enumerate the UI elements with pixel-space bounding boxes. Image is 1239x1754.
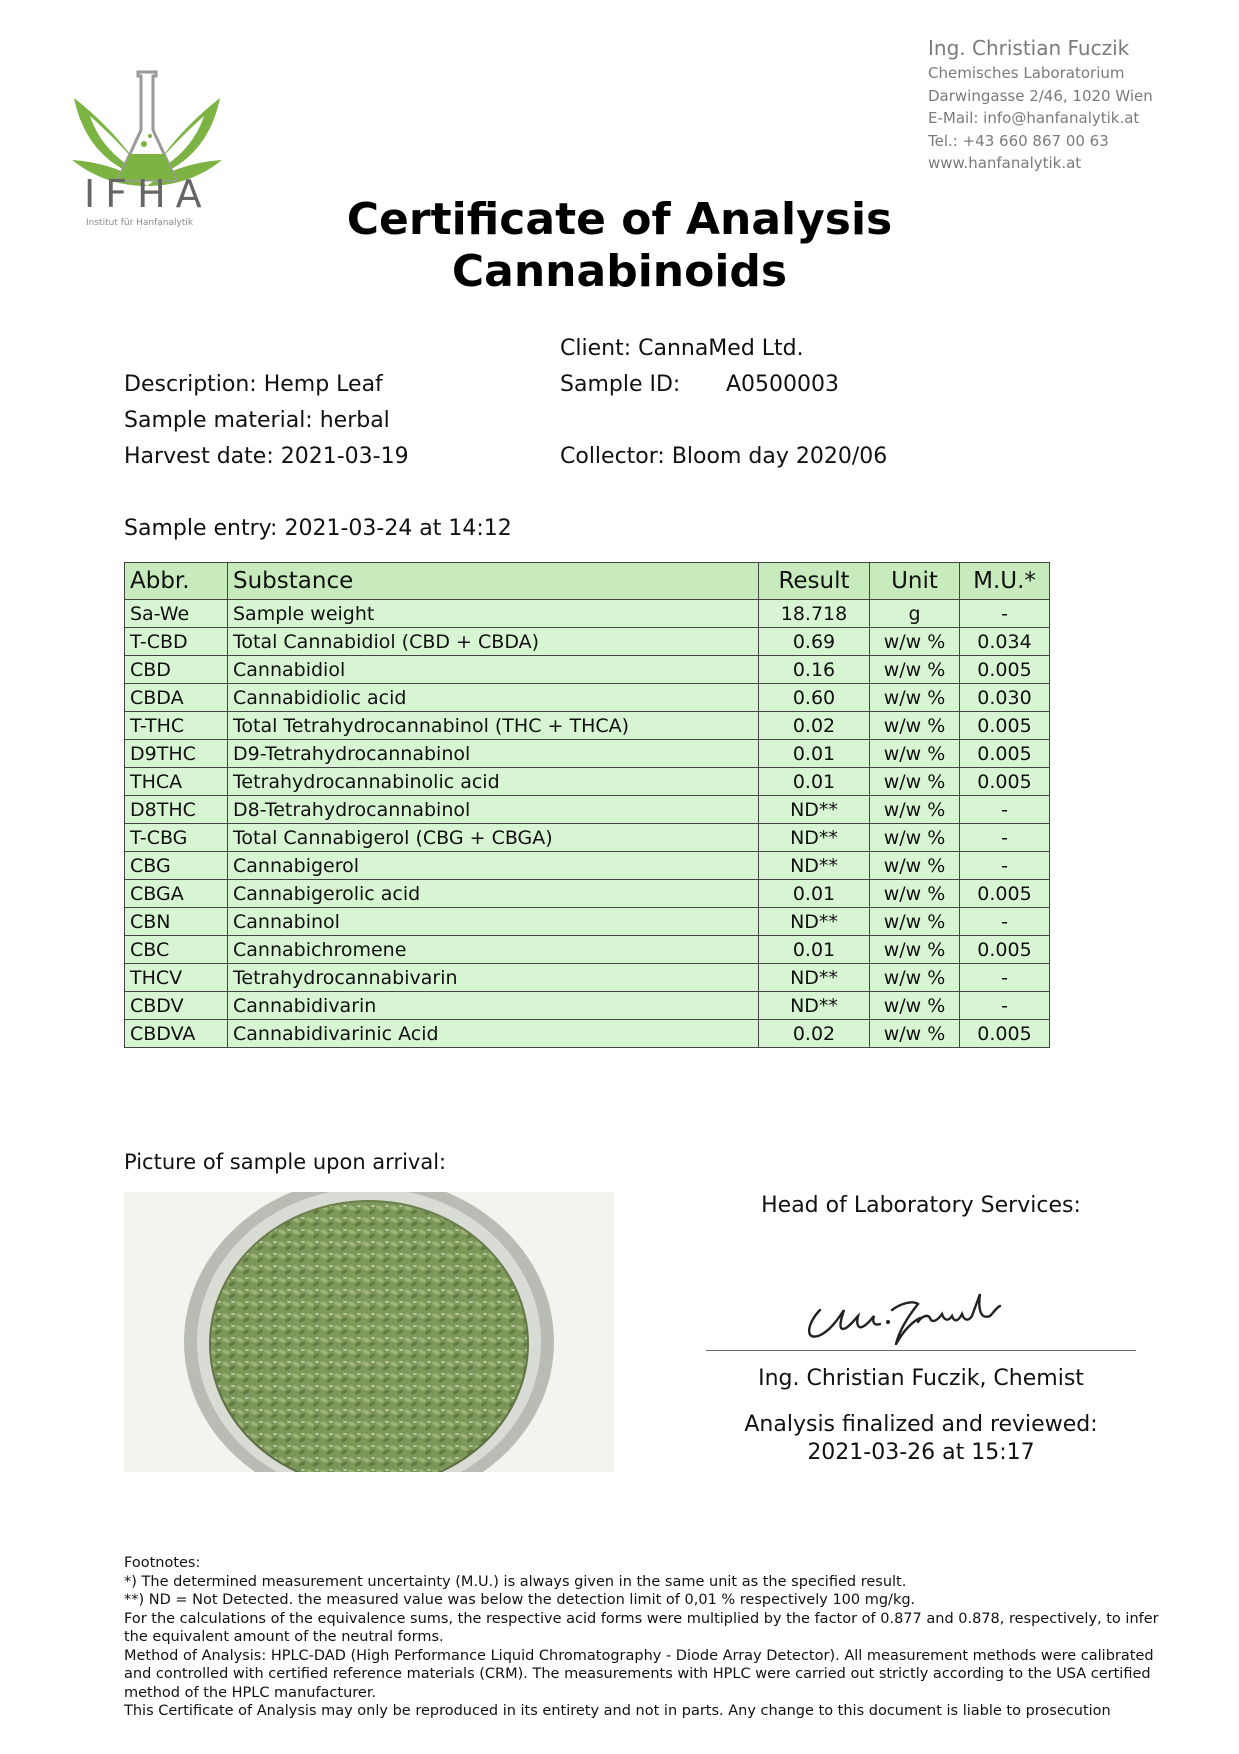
- cannabinoid-results-table: [124, 562, 1050, 1048]
- cell-unit: w/w %: [870, 684, 960, 712]
- sample-id-label: Sample ID:: [560, 372, 681, 397]
- cell-abbr: D9THC: [125, 740, 228, 768]
- cell-mu: -: [960, 992, 1050, 1020]
- table-row: [125, 908, 1050, 936]
- table-row: [125, 936, 1050, 964]
- cell-substance: Total Tetrahydrocannabinol (THC + THCA): [228, 712, 759, 740]
- cell-abbr: CBG: [125, 852, 228, 880]
- cell-mu: 0.005: [960, 1020, 1050, 1048]
- cell-unit: w/w %: [870, 964, 960, 992]
- cell-unit: w/w %: [870, 936, 960, 964]
- cell-abbr: T-CBG: [125, 824, 228, 852]
- header-substance: Substance: [228, 563, 759, 600]
- cell-unit: w/w %: [870, 1020, 960, 1048]
- table-row: [125, 656, 1050, 684]
- table-row: [125, 600, 1050, 628]
- sample-entry-info: Sample entry: 2021-03-24 at 14:12: [124, 516, 512, 541]
- lab-name: Ing. Christian Fuczik: [928, 36, 1130, 60]
- sample-id-value: A0500003: [726, 372, 840, 397]
- cell-abbr: CBDV: [125, 992, 228, 1020]
- cell-unit: w/w %: [870, 712, 960, 740]
- cell-mu: 0.005: [960, 768, 1050, 796]
- table-row: [125, 880, 1050, 908]
- cell-abbr: Sa-We: [125, 600, 228, 628]
- chemist-name: Ing. Christian Fuczik, Chemist: [758, 1366, 1084, 1391]
- footnotes: [124, 1554, 1164, 1721]
- header-abbr: Abbr.: [125, 563, 228, 600]
- cell-substance: Cannabigerolic acid: [228, 880, 759, 908]
- cell-result: ND**: [759, 824, 870, 852]
- cell-unit: w/w %: [870, 880, 960, 908]
- table-row: [125, 1020, 1050, 1048]
- sample-photo: [124, 1192, 614, 1472]
- cell-mu: 0.005: [960, 656, 1050, 684]
- cell-substance: D9-Tetrahydrocannabinol: [228, 740, 759, 768]
- cell-mu: 0.005: [960, 712, 1050, 740]
- picture-label: Picture of sample upon arrival:: [124, 1150, 447, 1174]
- lab-phone: Tel.: +43 660 867 00 63: [928, 131, 1109, 150]
- cell-mu: -: [960, 852, 1050, 880]
- cell-mu: -: [960, 964, 1050, 992]
- collector-info: Collector: Bloom day 2020/06: [560, 444, 888, 469]
- table-body: [125, 600, 1050, 1048]
- table-row: [125, 796, 1050, 824]
- cell-abbr: CBDA: [125, 684, 228, 712]
- cell-substance: Tetrahydrocannabivarin: [228, 964, 759, 992]
- signature-heading: Head of Laboratory Services:: [761, 1193, 1081, 1218]
- cell-unit: w/w %: [870, 768, 960, 796]
- cell-abbr: T-THC: [125, 712, 228, 740]
- cell-result: 0.01: [759, 768, 870, 796]
- cell-unit: w/w %: [870, 656, 960, 684]
- lab-email: E-Mail: info@hanfanalytik.at: [928, 109, 1140, 127]
- cell-unit: w/w %: [870, 796, 960, 824]
- client-info: Client: CannaMed Ltd.: [560, 336, 804, 361]
- table-row: [125, 684, 1050, 712]
- footnote-2: **) ND = Not Detected. the measured value was below the detection limit of 0,01 % respectively 100 mg/kg.: [124, 1592, 916, 1608]
- cell-unit: w/w %: [870, 908, 960, 936]
- cell-mu: -: [960, 908, 1050, 936]
- cell-result: 0.02: [759, 712, 870, 740]
- table-row: [125, 992, 1050, 1020]
- lab-web: www.hanfanalytik.at: [928, 154, 1082, 172]
- cell-substance: Cannabidivarinic Acid: [228, 1020, 759, 1048]
- table-row: [125, 852, 1050, 880]
- cell-abbr: CBC: [125, 936, 228, 964]
- sample-photo-image: [124, 1192, 614, 1472]
- cell-result: ND**: [759, 852, 870, 880]
- material-info: Sample material: herbal: [124, 408, 390, 433]
- lab-dept: Chemisches Laboratorium: [928, 64, 1125, 82]
- cell-mu: -: [960, 824, 1050, 852]
- harvest-info: Harvest date: 2021-03-19: [124, 444, 409, 469]
- table-row: [125, 964, 1050, 992]
- title-line-2: Cannabinoids: [451, 246, 788, 297]
- cell-result: 18.718: [759, 600, 870, 628]
- lab-address: Darwingasse 2/46, 1020 Wien: [928, 86, 1153, 105]
- footnotes-title: Footnotes:: [124, 1555, 201, 1571]
- cell-substance: Total Cannabigerol (CBG + CBGA): [228, 824, 759, 852]
- cell-substance: Total Cannabidiol (CBD + CBDA): [228, 628, 759, 656]
- cell-unit: w/w %: [870, 824, 960, 852]
- cell-mu: 0.034: [960, 628, 1050, 656]
- cell-abbr: D8THC: [125, 796, 228, 824]
- cell-unit: w/w %: [870, 628, 960, 656]
- description-info: Description: Hemp Leaf: [124, 372, 383, 397]
- finalized-date: 2021-03-26 at 15:17: [807, 1440, 1035, 1465]
- cell-mu: 0.005: [960, 936, 1050, 964]
- title-line-1: Certificate of Analysis: [346, 194, 893, 245]
- cell-result: ND**: [759, 908, 870, 936]
- cell-mu: -: [960, 600, 1050, 628]
- cell-result: ND**: [759, 964, 870, 992]
- header-unit: Unit: [870, 563, 960, 600]
- table-row: [125, 824, 1050, 852]
- table-row: [125, 768, 1050, 796]
- cell-abbr: CBN: [125, 908, 228, 936]
- cell-unit: w/w %: [870, 852, 960, 880]
- cell-mu: -: [960, 796, 1050, 824]
- cell-result: 0.01: [759, 740, 870, 768]
- cell-result: 0.69: [759, 628, 870, 656]
- cell-substance: Cannabidivarin: [228, 992, 759, 1020]
- cell-substance: Cannabidiolic acid: [228, 684, 759, 712]
- cell-abbr: THCV: [125, 964, 228, 992]
- cell-abbr: CBD: [125, 656, 228, 684]
- cell-result: 0.60: [759, 684, 870, 712]
- cell-mu: 0.030: [960, 684, 1050, 712]
- footnote-4: Method of Analysis: HPLC-DAD (High Performance Liquid Chromatography - Diode Array Detector). All measurement methods were calibrated and controlled with certified reference materials (CRM). The measurements with HPLC were carried out strictly according to the USA certified method of the HPLC manufacturer.: [124, 1647, 1154, 1701]
- footnote-1: *) The determined measurement uncertainty (M.U.) is always given in the same unit as the specified result.: [124, 1573, 907, 1590]
- table-row: [125, 712, 1050, 740]
- cell-result: ND**: [759, 992, 870, 1020]
- cell-result: ND**: [759, 796, 870, 824]
- cell-substance: Cannabigerol: [228, 852, 759, 880]
- cell-unit: w/w %: [870, 740, 960, 768]
- cell-result: 0.01: [759, 936, 870, 964]
- logo-wordmark: IFHA: [84, 172, 212, 216]
- cell-substance: D8-Tetrahydrocannabinol: [228, 796, 759, 824]
- cell-abbr: CBGA: [125, 880, 228, 908]
- cell-substance: Cannabichromene: [228, 936, 759, 964]
- finalized-label: Analysis finalized and reviewed:: [744, 1412, 1098, 1437]
- cell-result: 0.01: [759, 880, 870, 908]
- header-result: Result: [759, 563, 870, 600]
- table-row: [125, 740, 1050, 768]
- cell-mu: 0.005: [960, 740, 1050, 768]
- footnote-5: This Certificate of Analysis may only be reproduced in its entirety and not in parts. Any change to this document is liable to prosecution: [124, 1703, 1111, 1719]
- cell-substance: Sample weight: [228, 600, 759, 628]
- logo-subtitle: Institut für Hanfanalytik: [86, 218, 194, 228]
- cell-abbr: T-CBD: [125, 628, 228, 656]
- header-mu: M.U.*: [960, 563, 1050, 600]
- lab-address-block: [928, 34, 1153, 175]
- document-title: [0, 194, 1239, 298]
- signature-line: [706, 1350, 1136, 1351]
- cell-unit: w/w %: [870, 992, 960, 1020]
- cell-mu: 0.005: [960, 880, 1050, 908]
- cell-result: 0.16: [759, 656, 870, 684]
- cell-result: 0.02: [759, 1020, 870, 1048]
- table-row: [125, 628, 1050, 656]
- table-header-row: [125, 563, 1050, 600]
- cell-substance: Cannabidiol: [228, 656, 759, 684]
- cell-substance: Cannabinol: [228, 908, 759, 936]
- cell-unit: g: [870, 600, 960, 628]
- footnote-3: For the calculations of the equivalence sums, the respective acid forms were multiplied by the factor of 0.877 and 0.878, respectively, to infer the equivalent amount of the neutral forms.: [124, 1610, 1159, 1645]
- handwritten-signature: [800, 1270, 1020, 1350]
- cell-abbr: CBDVA: [125, 1020, 228, 1048]
- cell-substance: Tetrahydrocannabinolic acid: [228, 768, 759, 796]
- cell-abbr: THCA: [125, 768, 228, 796]
